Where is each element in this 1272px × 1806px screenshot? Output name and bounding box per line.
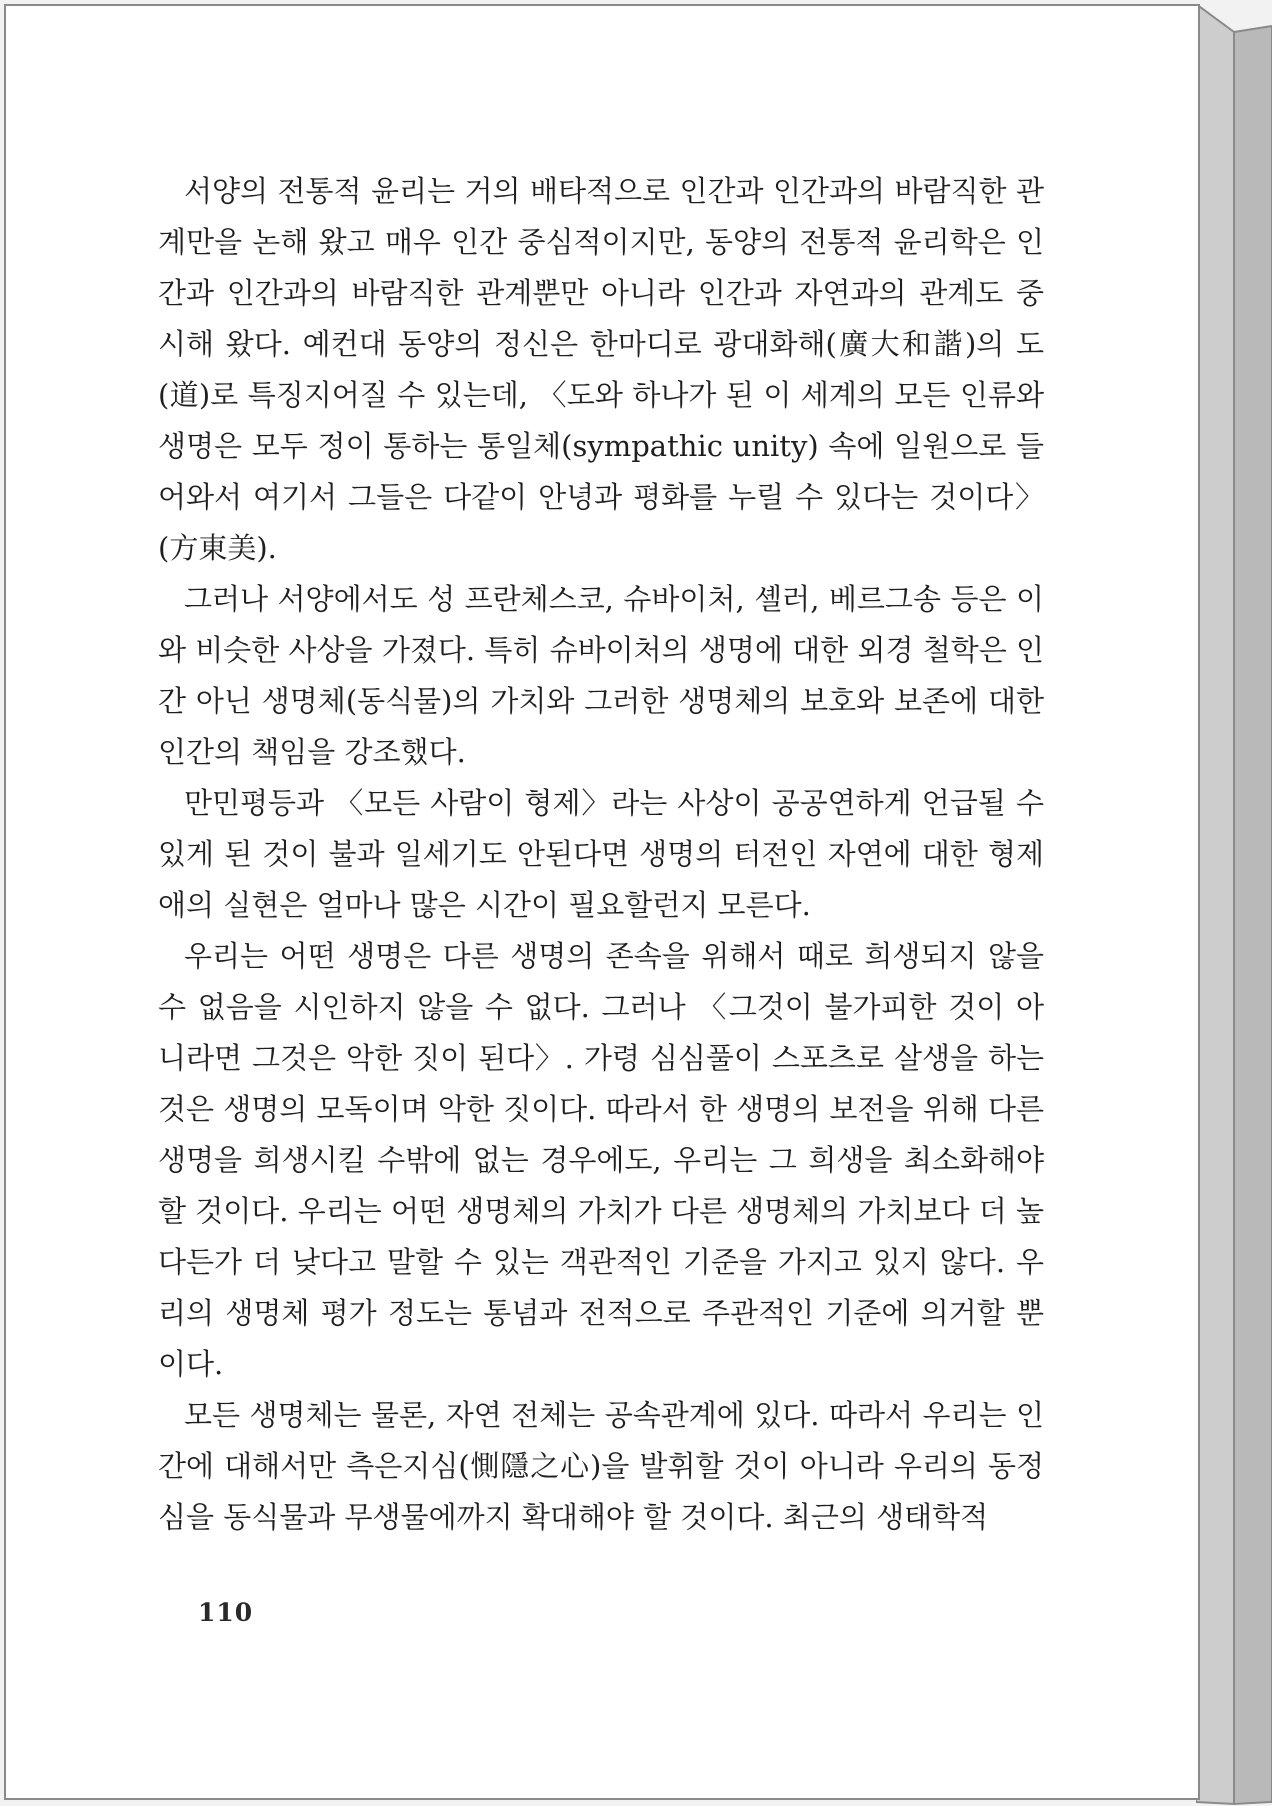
paragraph-3: 만민평등과 〈모든 사람이 형제〉라는 사상이 공공연하게 언급될 수 있게 된 것이 불과 일세기도 안된다면 생명의 터전인 자연에 대한 형제애의 실현은 얼마나 많은 시간이 필요할런지 모른다.	[158, 786, 1044, 922]
paragraph-5: 모든 생명체는 물론, 자연 전체는 공속관계에 있다. 따라서 우리는 인간에 대해서만 측은지심(惻隱之心)을 발휘할 것이 아니라 우리의 동정심을 동식물과 무생물에까지 확대해야 할 것이다. 최근의 생태학적	[158, 1398, 1044, 1534]
paragraph-1: 서양의 전통적 윤리는 거의 배타적으로 인간과 인간과의 바람직한 관계만을 논해 왔고 매우 인간 중심적이지만, 동양의 전통적 윤리학은 인간과 인간과의 바람직한 관계뿐만 아니라 인간과 자연과의 관계도 중시해 왔다. 예컨대 동양의 정신은 한마디로 광대화해(廣大和諧)의 도(道)로 특징지어질 수 있는데, 〈도와 하나가 된 이 세계의 모든 인류와 생명은 모두 정이 통하는 통일체(sympathic unity) 속에 일원으로 들어와서 여기서 그들은 다같이 안녕과 평화를 누릴 수 있다는 것이다〉(方東美).	[158, 174, 1044, 565]
page-body-text	[158, 166, 1044, 1543]
book-edge-shading	[1196, 4, 1272, 1806]
page-number: 110	[198, 1598, 254, 1627]
paragraph-2: 그러나 서양에서도 성 프란체스코, 슈바이처, 셸러, 베르그송 등은 이와 비슷한 사상을 가졌다. 특히 슈바이처의 생명에 대한 외경 철학은 인간 아닌 생명체(동식물)의 가치와 그러한 생명체의 보호와 보존에 대한 인간의 책임을 강조했다.	[158, 582, 1044, 769]
paragraph-4: 우리는 어떤 생명은 다른 생명의 존속을 위해서 때로 희생되지 않을 수 없음을 시인하지 않을 수 없다. 그러나 〈그것이 불가피한 것이 아니라면 그것은 악한 짓이 된다〉. 가령 심심풀이 스포츠로 살생을 하는 것은 생명의 모독이며 악한 짓이다. 따라서 한 생명의 보전을 위해 다른 생명을 희생시킬 수밖에 없는 경우에도, 우리는 그 희생을 최소화해야 할 것이다. 우리는 어떤 생명체의 가치가 다른 생명체의 가치보다 더 높다든가 더 낮다고 말할 수 있는 객관적인 기준을 가지고 있지 않다. 우리의 생명체 평가 정도는 통념과 전적으로 주관적인 기준에 의거할 뿐이다.	[158, 939, 1044, 1381]
